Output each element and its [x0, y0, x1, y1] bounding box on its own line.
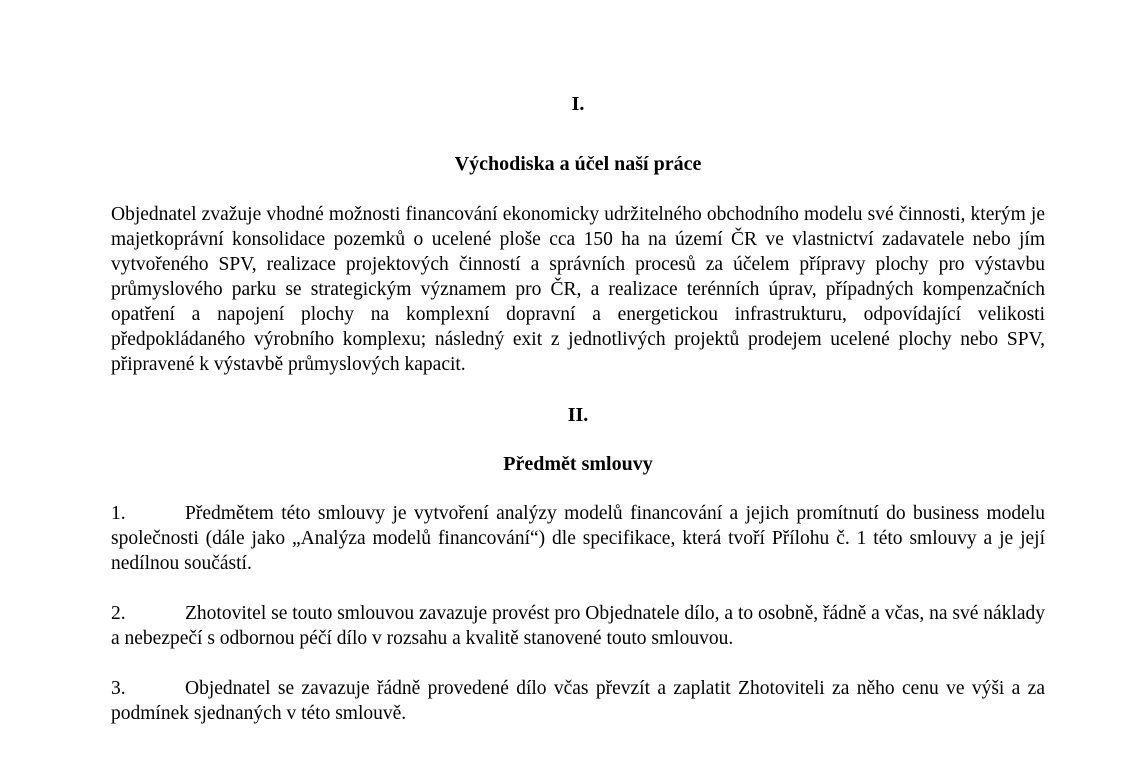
list-item-3	[111, 676, 1045, 726]
list-item-text: Zhotovitel se touto smlouvou zavazuje provést pro Objednatele dílo, a to osobně, řádně a včas, na své náklady a nebezpečí s odbornou péčí dílo v rozsahu a kvalitě stanovené touto smlouvou.	[111, 603, 1045, 649]
section-2-number: II.	[567, 404, 589, 426]
section-1-title: Východiska a účel naší práce	[454, 153, 702, 175]
list-item-text: Předmětem této smlouvy je vytvoření analýzy modelů financování a jejich promítnutí do business modelu společnosti (dále jako „Analýza modelů financování“) dle specifikace, která tvoří Přílohu č. 1 této smlouvy a je její nedílnou součástí.	[111, 503, 1045, 574]
section-2-title: Předmět smlouvy	[503, 453, 653, 475]
list-item-text: Objednatel se zavazuje řádně provedené dílo včas převzít a zaplatit Zhotoviteli za něho cenu ve výši a za podmínek sjednaných v této smlouvě.	[111, 678, 1045, 724]
document-page	[111, 92, 1045, 726]
list-item-number: 2.	[111, 603, 126, 624]
list-item-2	[111, 601, 1045, 651]
list-item-1	[111, 501, 1045, 576]
list-item-number: 3.	[111, 678, 126, 699]
section-1-paragraph: Objednatel zvažuje vhodné možnosti financování ekonomicky udržitelného obchodního modelu své činnosti, kterým je majetkoprávní konsolidace pozemků o ucelené ploše cca 150 ha na území ČR ve vlastnictví zadavatele nebo jím vytvořeného SPV, realizace projektových činností a správních procesů za účelem přípravy plochy pro výstavbu průmyslového parku se strategickým významem pro ČR, a realizace terénních úprav, případných kompenzačních opatření a napojení plochy na komplexní dopravní a energetickou infrastrukturu, odpovídající velikosti předpokládaného výrobního komplexu; následný exit z jednotlivých projektů prodejem ucelené plochy nebo SPV, připravené k výstavbě průmyslových kapacit.	[111, 204, 1045, 375]
section-1-number: I.	[571, 93, 585, 115]
list-item-number: 1.	[111, 503, 126, 524]
